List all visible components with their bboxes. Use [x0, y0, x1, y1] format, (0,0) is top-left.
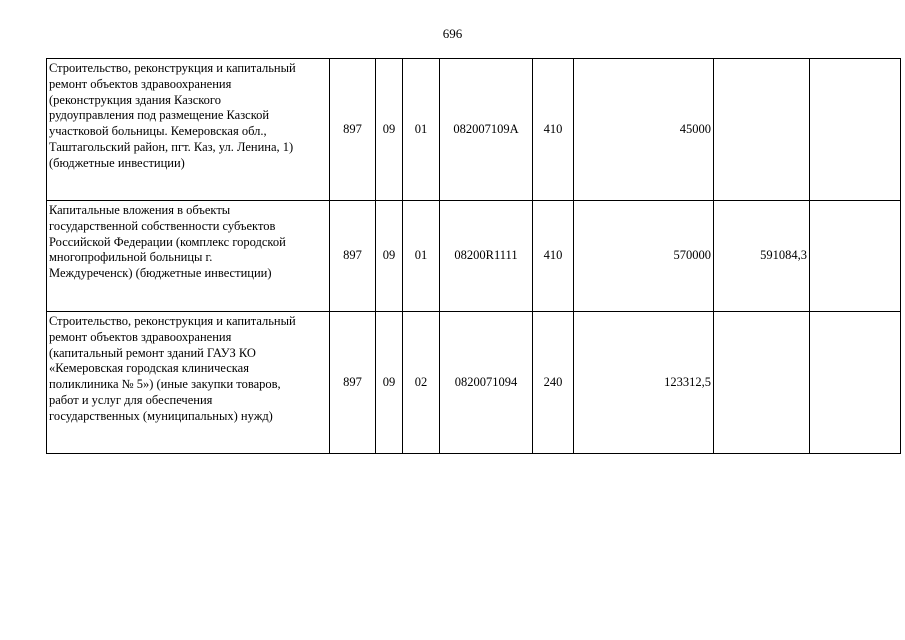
amount-year-1: 45000	[574, 59, 714, 201]
expense-type-code: 410	[533, 201, 574, 312]
expense-type-code: 240	[533, 312, 574, 454]
row-description: Строительство, реконструкция и капитальный ремонт объектов здравоохранения (капитальный ремонт зданий ГАУЗ КО «Кемеровская городская клиническая поликлиника № 5») (иные закупки товаров, работ и услуг для обеспечения государственных (муниципальных) нужд)	[47, 312, 330, 454]
row-description: Капитальные вложения в объекты государственной собственности субъектов Российской Федерации (комплекс городской многопрофильной больницы г. Междуреченск) (бюджетные инвестиции)	[47, 201, 330, 312]
ministry-code: 897	[330, 312, 376, 454]
amount-year-2	[714, 59, 810, 201]
budget-table	[46, 58, 901, 454]
amount-year-1: 570000	[574, 201, 714, 312]
section-code: 09	[376, 201, 403, 312]
expense-type-code: 410	[533, 59, 574, 201]
amount-year-3	[810, 201, 901, 312]
table-row	[47, 59, 901, 201]
target-article-code: 08200R1111	[440, 201, 533, 312]
subsection-code: 01	[403, 201, 440, 312]
table-row	[47, 201, 901, 312]
row-description: Строительство, реконструкция и капитальный ремонт объектов здравоохранения (реконструкция здания Казского рудоуправления под размещение Казской участковой больницы. Кемеровская обл., Таштагольский район, пгт. Каз, ул. Ленина, 1) (бюджетные инвестиции)	[47, 59, 330, 201]
section-code: 09	[376, 312, 403, 454]
ministry-code: 897	[330, 201, 376, 312]
subsection-code: 02	[403, 312, 440, 454]
target-article-code: 082007109А	[440, 59, 533, 201]
table-row	[47, 312, 901, 454]
target-article-code: 0820071094	[440, 312, 533, 454]
amount-year-1: 123312,5	[574, 312, 714, 454]
section-code: 09	[376, 59, 403, 201]
amount-year-2	[714, 312, 810, 454]
amount-year-3	[810, 312, 901, 454]
amount-year-2: 591084,3	[714, 201, 810, 312]
ministry-code: 897	[330, 59, 376, 201]
page-number: 696	[442, 26, 463, 41]
amount-year-3	[810, 59, 901, 201]
subsection-code: 01	[403, 59, 440, 201]
